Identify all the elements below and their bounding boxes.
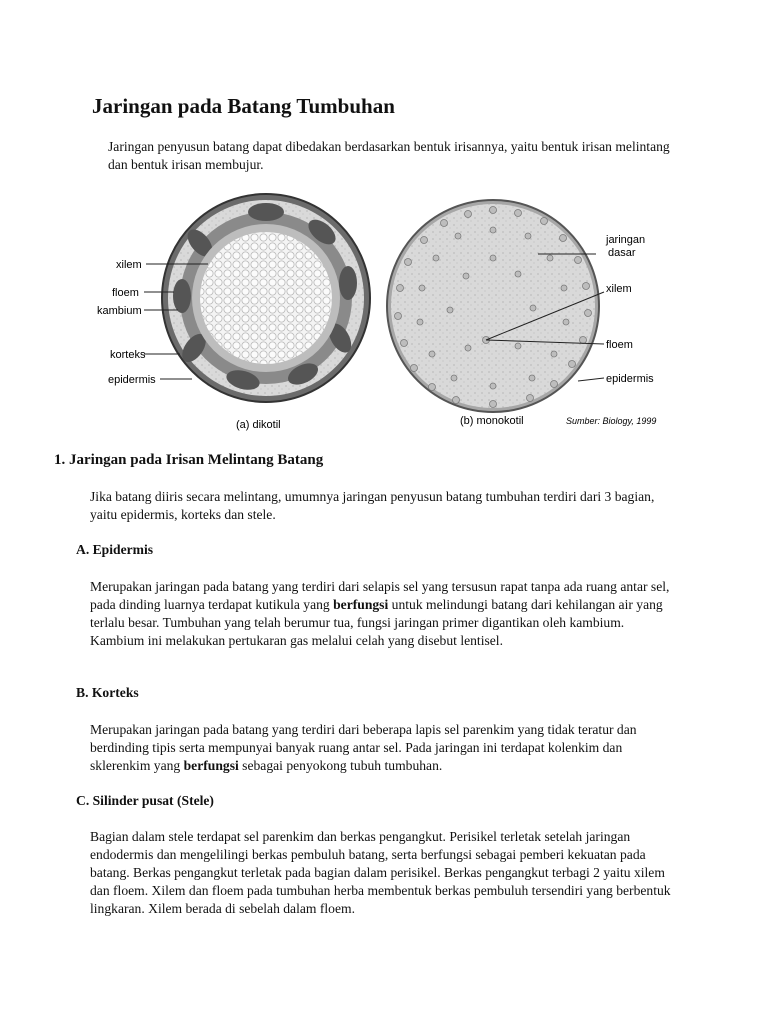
stele-heading: C. Silinder pusat (Stele) bbox=[76, 793, 214, 808]
korteks-text-1: Merupakan jaringan pada batang yang terdiri dari beberapa lapis sel parenkim yang tidak teratur dan berdinding tipis serta mempunyai banyak ruang antar sel. Pada jaringan ini terdapat kolenkim dan sklerenkim yang bbox=[90, 722, 637, 773]
label-jaringan-dasar-line2: dasar bbox=[608, 247, 636, 259]
epidermis-text-1: Merupakan jaringan pada batang yang terdiri dari selapis sel yang tersusun rapat tanpa ada ruang antar sel, pada dinding luarnya terdapat kutikula yang bbox=[90, 579, 670, 612]
figure-source: Sumber: Biology, 1999 bbox=[566, 416, 657, 426]
korteks-text-2: sebagai penyokong tubuh tumbuhan. bbox=[238, 758, 443, 773]
caption-monokotil: (b) monokotil bbox=[460, 415, 524, 427]
korteks-bold: berfungsi bbox=[183, 758, 239, 773]
label-floem-b: floem bbox=[606, 339, 633, 351]
epidermis-heading: A. Epidermis bbox=[76, 542, 154, 557]
page-title: Jaringan pada Batang Tumbuhan bbox=[92, 94, 395, 118]
korteks-text bbox=[90, 721, 680, 775]
label-epidermis-a: epidermis bbox=[108, 374, 156, 386]
label-floem-a: floem bbox=[112, 287, 139, 299]
epidermis-bold: berfungsi bbox=[333, 597, 389, 612]
label-xilem-b: xilem bbox=[606, 283, 632, 295]
label-jaringan-dasar bbox=[605, 234, 648, 259]
monokotil-stem-image bbox=[387, 200, 604, 412]
label-kambium: kambium bbox=[97, 305, 142, 317]
section-1-text: Jika batang diiris secara melintang, umumnya jaringan penyusun batang tumbuhan terdiri dari 3 bagian, yaitu epidermis, korteks dan stele. bbox=[90, 489, 655, 522]
label-xilem-a: xilem bbox=[116, 259, 142, 271]
label-jaringan-dasar-line1: jaringan bbox=[606, 234, 646, 246]
caption-dikotil: (a) dikotil bbox=[236, 419, 281, 431]
stele-text: Bagian dalam stele terdapat sel parenkim dan berkas pengangkut. Perisikel terletak setelah jaringan endodermis dan mengelilingi berkas pembuluh batang, serta berfungsi sebagai pemberi kekuatan pada batang. Berkas pengangkut terletak pada bagian dalam perisikel. Berkas pengangkut terbagi 2 yaitu xilem dan floem. Xilem dan floem pada tumbuhan herba membentuk berkas pembuluh tersendiri yang berbentuk lingkaran. Xilem berada di sebelah dalam floem. bbox=[90, 829, 671, 916]
epidermis-text bbox=[90, 578, 680, 650]
dikotil-stem-image bbox=[144, 194, 370, 402]
label-korteks: korteks bbox=[110, 349, 146, 361]
stem-cross-section-figure bbox=[88, 188, 688, 434]
korteks-heading: B. Korteks bbox=[76, 685, 139, 700]
epidermis-text-2: untuk melindungi batang dari kehilangan air yang terlalu besar. Tumbuhan yang telah berumur tua, fungsi jaringan primer digantikan oleh kambium. Kambium ini melakukan pertukaran gas melalui celah yang disebut lentisel. bbox=[90, 597, 663, 648]
label-epidermis-b: epidermis bbox=[606, 373, 654, 385]
intro-paragraph: Jaringan penyusun batang dapat dibedakan berdasarkan bentuk irisannya, yaitu bentuk irisan melintang dan bentuk irisan membujur. bbox=[108, 139, 670, 172]
section-1-heading: 1. Jaringan pada Irisan Melintang Batang bbox=[54, 452, 324, 468]
